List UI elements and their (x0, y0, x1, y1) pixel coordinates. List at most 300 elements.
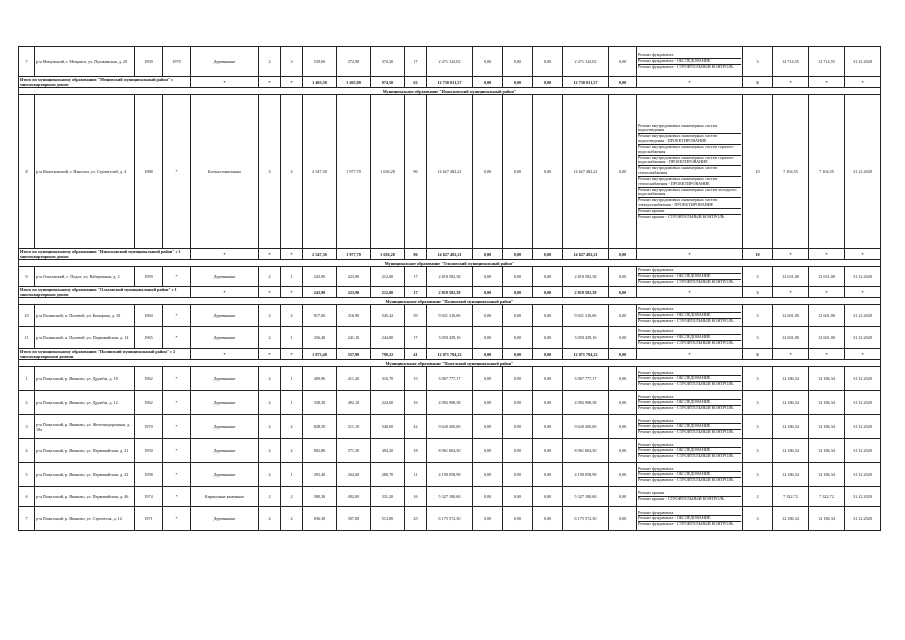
cell-n: 3 (19, 415, 35, 439)
cell-n: 1 (19, 367, 35, 391)
total-row (19, 77, 881, 88)
cell-y2: * (163, 487, 191, 507)
cell-f3: 0,00 (533, 391, 563, 415)
cell-sum: 14 627 482,21 (427, 95, 473, 249)
cell-ent: 1 (281, 463, 303, 487)
cell-works (637, 391, 743, 415)
cell-f2: 0,00 (503, 305, 533, 327)
total-f3: 0,00 (533, 77, 563, 88)
cell-s2: 411,20 (337, 367, 371, 391)
cell-s3: 545,42 (371, 305, 405, 327)
cell-c1: 3 (743, 463, 773, 487)
cell-works (637, 415, 743, 439)
cell-y1: 1965 (135, 327, 163, 349)
total-s1: 243,90 (303, 287, 337, 298)
total-c2: * (259, 287, 281, 298)
cell-c3: 12 631,00 (809, 267, 845, 287)
cell-y2: * (163, 327, 191, 349)
cell-y1: 1970 (135, 415, 163, 439)
cell-f3: 0,00 (533, 415, 563, 439)
cell-s3: 224,00 (371, 391, 405, 415)
total-row (19, 349, 881, 360)
cell-addr: р-н Пожелский, р. Иваново, ул. Строителя, д. 12 (35, 507, 135, 531)
total-cnt: 10 (743, 249, 773, 260)
cell-fl: 2 (259, 487, 281, 507)
cell-f4: 9 620 200,00 (563, 415, 609, 439)
total-e3: * (845, 77, 881, 88)
cell-date: 31.12.2020 (845, 95, 881, 249)
cell-f4: 2 471 122,02 (563, 47, 609, 77)
total-s2: 1 265,00 (337, 77, 371, 88)
cell-works (637, 267, 743, 287)
cell-y2: * (163, 391, 191, 415)
work-item: Ремонт фундамента - СТРОИТЕЛЬНЫЙ КОНТРОЛЬ (638, 340, 734, 346)
total-f3: 0,00 (533, 287, 563, 298)
cell-s3: 513,80 (371, 507, 405, 531)
cell-s1: 393,40 (303, 463, 337, 487)
work-item: Ремонт фундамента - ОБСЛЕДОВАНИЕ (638, 472, 741, 478)
cell-date: 31.12.2020 (845, 487, 881, 507)
cell-sum: 4 992 998,38 (427, 391, 473, 415)
cell-res: 11 (405, 463, 427, 487)
cell-f3: 0,00 (533, 305, 563, 327)
cell-y1: 1962 (135, 367, 163, 391)
cell-c2: 7 104,55 (773, 95, 809, 249)
section-heading: Муниципальное образование "Ольховский муниципальный район" (19, 260, 881, 267)
cell-y1: 1950 (135, 439, 163, 463)
cell-ent: 1 (281, 327, 303, 349)
total-e2: * (809, 349, 845, 360)
cell-addr: р-н Полинский, п. Полевой, ул. Комарова, д. 10 (35, 305, 135, 327)
cell-f2: 0,00 (503, 415, 533, 439)
total-e3: * (845, 249, 881, 260)
cell-works (637, 507, 743, 531)
cell-f2: 0,00 (503, 463, 533, 487)
work-item: Ремонт фундамента - СТРОИТЕЛЬНЫЙ КОНТРОЛЬ (638, 381, 734, 387)
cell-f2: 0,00 (503, 439, 533, 463)
work-item: Ремонт фундамента (638, 268, 741, 274)
cell-mat: Деревянные (191, 367, 259, 391)
cell-works (637, 47, 743, 77)
total-f2: 0,00 (503, 249, 533, 260)
cell-f3: 0,00 (533, 439, 563, 463)
cell-res: 59 (405, 305, 427, 327)
table-row (19, 367, 881, 391)
cell-sum: 9 620 200,00 (427, 415, 473, 439)
work-item: Ремонт фундамента (638, 443, 741, 449)
cell-fl: 2 (259, 327, 281, 349)
cell-f1: 0,00 (473, 507, 503, 531)
cell-f4: 14 627 482,21 (563, 95, 609, 249)
cell-s2: 511,10 (337, 415, 371, 439)
total-f4: 2 818 582,38 (563, 287, 609, 298)
cell-f4: 5 067 777,17 (563, 367, 609, 391)
total-w: * (637, 349, 743, 360)
cell-res: 17 (405, 47, 427, 77)
work-item: Ремонт внутридомовых инженерных систем теплоснабжения (638, 166, 741, 177)
section-heading: Муниципальное образование "Пожелский муниципальный район" (19, 360, 881, 367)
cell-y2: * (163, 463, 191, 487)
cell-addr: р-н Пожелский, р. Иваново, ул. Дружбы, д. 10 (35, 367, 135, 391)
cell-mat: Блочно-панельные (191, 95, 259, 249)
cell-n: 2 (19, 391, 35, 415)
cell-f5: 0,00 (609, 267, 637, 287)
cell-c3: 12 186,34 (809, 367, 845, 391)
cell-f2: 0,00 (503, 487, 533, 507)
cell-c1: 3 (743, 507, 773, 531)
section-heading: Муниципальное образование "Износковский муниципальный район" (19, 88, 881, 95)
section-heading-row (19, 88, 881, 95)
cell-s3: 212,00 (371, 267, 405, 287)
cell-fl: 2 (259, 391, 281, 415)
total-w: * (637, 287, 743, 298)
total-res: 62 (405, 77, 427, 88)
cell-c2: 7 322,72 (773, 487, 809, 507)
cell-s2: 223,90 (337, 267, 371, 287)
cell-addr: р-н Мещовский, г. Мещовск, ул. Пушкинская, д. 29 (35, 47, 135, 77)
total-f5: 0,00 (609, 349, 637, 360)
cell-s2: 241,10 (337, 327, 371, 349)
cell-mat: Деревянные (191, 327, 259, 349)
cell-f2: 0,00 (503, 327, 533, 349)
cell-sum: 5 067 777,17 (427, 367, 473, 391)
cell-c1: 3 (743, 267, 773, 287)
work-item: Ремонт крыши (638, 491, 741, 497)
cell-f1: 0,00 (473, 305, 503, 327)
cell-res: 96 (405, 95, 427, 249)
total-c1: * (191, 287, 259, 298)
total-s2: 1 977,70 (337, 249, 371, 260)
total-e1: * (773, 77, 809, 88)
cell-date: 31.12.2020 (845, 507, 881, 531)
work-item: Ремонт фундамента - СТРОИТЕЛЬНЫЙ КОНТРОЛЬ (638, 521, 734, 527)
cell-ent: 3 (281, 47, 303, 77)
cell-c1: 3 (743, 47, 773, 77)
cell-f3: 0,00 (533, 463, 563, 487)
total-e1: * (773, 287, 809, 298)
cell-c2: 12 631,00 (773, 267, 809, 287)
register-table (18, 46, 880, 531)
cell-f5: 0,00 (609, 507, 637, 531)
cell-s2: 316,90 (337, 305, 371, 327)
cell-n: 6 (19, 487, 35, 507)
cell-s1: 580,30 (303, 487, 337, 507)
work-item: Ремонт фундамента (638, 329, 741, 335)
cell-f4: 8 961 004,30 (563, 439, 609, 463)
cell-f4: 9 021 316,06 (563, 305, 609, 327)
cell-ent: 2 (281, 95, 303, 249)
cell-s2: 571,30 (337, 439, 371, 463)
cell-f5: 0,00 (609, 327, 637, 349)
work-item: Ремонт фундамента - ОБСЛЕДОВАНИЕ (638, 376, 741, 382)
cell-works (637, 439, 743, 463)
cell-fl: 2 (259, 305, 281, 327)
cell-date: 31.12.2020 (845, 47, 881, 77)
cell-f4: 4 190 058,98 (563, 463, 609, 487)
total-c2: * (259, 349, 281, 360)
total-f5: 0,00 (609, 287, 637, 298)
cell-addr: р-н Пожелский, р. Иваново, ул. Первомайская, д. 46 (35, 487, 135, 507)
work-item: Ремонт фундамента (638, 511, 741, 517)
total-s2: 223,90 (337, 287, 371, 298)
cell-c1: 10 (743, 95, 773, 249)
cell-f1: 0,00 (473, 47, 503, 77)
cell-fl: 2 (259, 267, 281, 287)
cell-date: 31.12.2020 (845, 327, 881, 349)
total-s1: 1 403,50 (303, 77, 337, 88)
work-item: Ремонт фундамента (638, 371, 741, 377)
cell-mat: Деревянные (191, 463, 259, 487)
cell-c3: 12 714,55 (809, 47, 845, 77)
total-c3: * (281, 287, 303, 298)
cell-works (637, 305, 743, 327)
total-f1: 0,00 (473, 287, 503, 298)
cell-addr: р-н Полинский, п. Полевой, ул. Первомайская, д. 14 (35, 327, 135, 349)
work-item: Ремонт фундамента - ОБСЛЕДОВАНИЕ (638, 335, 741, 341)
cell-ent: 2 (281, 305, 303, 327)
cell-fl: 2 (259, 415, 281, 439)
cell-c3: 7 104,55 (809, 95, 845, 249)
cell-s3: 280,70 (371, 463, 405, 487)
cell-f3: 0,00 (533, 367, 563, 391)
work-item: Ремонт внутридомовых инженерных систем электроснабжения - ПРОЕКТИРОВАНИЕ (638, 198, 741, 209)
cell-f3: 0,00 (533, 267, 563, 287)
cell-f4: 5 327 180,60 (563, 487, 609, 507)
total-s1: 2 547,30 (303, 249, 337, 260)
cell-f5: 0,00 (609, 305, 637, 327)
total-label: Итого по муниципальному образованию "Мещовский муниципальный район" с многоквартирным домом (19, 77, 191, 88)
cell-s1: 539,60 (303, 47, 337, 77)
cell-f1: 0,00 (473, 95, 503, 249)
cell-s3: 1 636,28 (371, 95, 405, 249)
cell-ent: 2 (281, 507, 303, 531)
cell-fl: 2 (259, 463, 281, 487)
cell-y2: * (163, 439, 191, 463)
cell-c3: 12 186,34 (809, 415, 845, 439)
cell-y1: 1988 (135, 95, 163, 249)
total-row (19, 249, 881, 260)
cell-c2: 12 186,34 (773, 391, 809, 415)
cell-res: 15 (405, 367, 427, 391)
work-item: Ремонт фундамента - ОБСЛЕДОВАНИЕ (638, 274, 741, 280)
cell-c3: 12 601,00 (809, 327, 845, 349)
cell-date: 31.12.2020 (845, 367, 881, 391)
cell-s2: 507,00 (337, 507, 371, 531)
cell-f2: 0,00 (503, 95, 533, 249)
cell-fl: 2 (259, 507, 281, 531)
table-row (19, 391, 881, 415)
cell-c3: 12 186,34 (809, 507, 845, 531)
cell-f1: 0,00 (473, 367, 503, 391)
work-item: Ремонт внутридомовых инженерных систем водоотведения - ПРОЕКТИРОВАНИЕ (638, 134, 741, 145)
total-c2: * (259, 77, 281, 88)
total-s3: 1 636,28 (371, 249, 405, 260)
cell-res: 17 (405, 327, 427, 349)
cell-f3: 0,00 (533, 47, 563, 77)
work-item: Ремонт фундамента (638, 395, 741, 401)
cell-addr: р-н Пожелский, р. Иваново, ул. Железнодорожная, д. 18а (35, 415, 135, 439)
cell-s3: 374,20 (371, 47, 405, 77)
cell-c2: 12 186,34 (773, 439, 809, 463)
cell-sum: 8 961 004,30 (427, 439, 473, 463)
cell-fl: 2 (259, 439, 281, 463)
total-c1: * (191, 349, 259, 360)
cell-f5: 0,00 (609, 391, 637, 415)
work-item: Ремонт фундамента - ОБСЛЕДОВАНИЕ (638, 448, 741, 454)
cell-c3: 12 601,00 (809, 305, 845, 327)
total-f3: 0,00 (533, 349, 563, 360)
total-e3: * (845, 287, 881, 298)
work-item: Ремонт фундамента - СТРОИТЕЛЬНЫЙ КОНТРОЛЬ (638, 318, 734, 324)
total-e3: * (845, 349, 881, 360)
table-row (19, 267, 881, 287)
cell-s2: 492,10 (337, 391, 371, 415)
cell-res: 42 (405, 415, 427, 439)
total-cnt: 6 (743, 77, 773, 88)
table-row (19, 507, 881, 531)
cell-works (637, 327, 743, 349)
work-item: Ремонт фундамента - ОБСЛЕДОВАНИЕ (638, 400, 741, 406)
table-row (19, 463, 881, 487)
cell-c3: 12 186,34 (809, 439, 845, 463)
cell-c2: 12 601,00 (773, 305, 809, 327)
total-res: 17 (405, 287, 427, 298)
cell-y1: 1974 (135, 487, 163, 507)
cell-ent: 2 (281, 487, 303, 507)
work-item: Ремонт фундамента - ОБСЛЕДОВАНИЕ (638, 424, 741, 430)
cell-mat: Деревянные (191, 47, 259, 77)
cell-date: 31.12.2020 (845, 415, 881, 439)
work-item: Ремонт фундамента - СТРОИТЕЛЬНЫЙ КОНТРОЛЬ (638, 279, 734, 285)
total-sum: 2 818 582,38 (427, 287, 473, 298)
cell-f2: 0,00 (503, 267, 533, 287)
cell-res: 17 (405, 267, 427, 287)
work-item: Ремонт фундамента (638, 53, 741, 59)
cell-s2: 372,90 (337, 47, 371, 77)
cell-mat: Деревянные (191, 391, 259, 415)
cell-f5: 0,00 (609, 439, 637, 463)
cell-f5: 0,00 (609, 367, 637, 391)
work-item: Ремонт крыши - СТРОИТЕЛЬНЫЙ КОНТРОЛЬ (638, 213, 725, 219)
cell-s3: 316,70 (371, 367, 405, 391)
total-c1: * (191, 77, 259, 88)
cell-s1: 409,90 (303, 367, 337, 391)
work-item: Ремонт фундамента - ОБСЛЕДОВАНИЕ (638, 59, 741, 65)
cell-f3: 0,00 (533, 327, 563, 349)
work-item: Ремонт крыши (638, 209, 741, 215)
cell-y2: * (163, 507, 191, 531)
cell-n: 8 (19, 95, 35, 249)
total-f2: 0,00 (503, 77, 533, 88)
cell-addr: р-н Ольховский, с. Подое, ул. Набережная, д. 2 (35, 267, 135, 287)
cell-addr: р-н Пожелский, р. Иваново, ул. Первомайская, д. 23 (35, 463, 135, 487)
cell-n: 7 (19, 47, 35, 77)
work-item: Ремонт фундамента - ОБСЛЕДОВАНИЕ (638, 516, 741, 522)
cell-date: 31.12.2020 (845, 463, 881, 487)
cell-addr: р-н Пожелский, р. Иваново, ул. Первомайская, д. 21 (35, 439, 135, 463)
cell-sum: 5 327 180,60 (427, 487, 473, 507)
cell-addr: р-н Износковский, г. Износки, ул. Строителей, д. 4 (35, 95, 135, 249)
total-c3: * (281, 249, 303, 260)
cell-s1: 828,50 (303, 415, 337, 439)
table-row (19, 305, 881, 327)
total-res: 41 (405, 349, 427, 360)
cell-c2: 12 186,34 (773, 367, 809, 391)
work-item: Ремонт фундамента - ОБСЛЕДОВАНИЕ (638, 313, 741, 319)
cell-f4: 6 175 572,30 (563, 507, 609, 531)
cell-f1: 0,00 (473, 463, 503, 487)
total-c2: * (259, 249, 281, 260)
section-heading-row (19, 298, 881, 305)
cell-c2: 12 186,34 (773, 463, 809, 487)
cell-f5: 0,00 (609, 487, 637, 507)
table-row (19, 487, 881, 507)
total-s3: 790,22 (371, 349, 405, 360)
cell-mat: Деревянные (191, 415, 259, 439)
cell-y1: 1971 (135, 507, 163, 531)
work-item: Ремонт фундамента (638, 467, 741, 473)
work-item: Ремонт внутридомовых инженерных систем горячего водоснабжения - ПРОЕКТИРОВАНИЕ (638, 156, 741, 167)
cell-f4: 2 818 582,38 (563, 267, 609, 287)
cell-c1: 2 (743, 487, 773, 507)
work-item: Ремонт внутридомовых инженерных систем водоотведения (638, 124, 741, 135)
total-e2: * (809, 249, 845, 260)
cell-date: 31.12.2020 (845, 439, 881, 463)
total-f4: 12 071 784,22 (563, 349, 609, 360)
section-heading: Муниципальное образование "Полинский муниципальный район" (19, 298, 881, 305)
total-e2: * (809, 77, 845, 88)
total-w: * (637, 249, 743, 260)
cell-s2: 1 977,70 (337, 95, 371, 249)
cell-f1: 0,00 (473, 415, 503, 439)
cell-res: 16 (405, 487, 427, 507)
cell-y1: 1964 (135, 305, 163, 327)
total-f2: 0,00 (503, 349, 533, 360)
total-c3: * (281, 77, 303, 88)
cell-sum: 6 175 572,30 (427, 507, 473, 531)
total-f5: 0,00 (609, 249, 637, 260)
cell-res: 25 (405, 507, 427, 531)
cell-y1: 1959 (135, 267, 163, 287)
work-item: Ремонт фундамента - СТРОИТЕЛЬНЫЙ КОНТРОЛЬ (638, 63, 734, 69)
cell-mat: Деревянные (191, 439, 259, 463)
total-e1: * (773, 349, 809, 360)
cell-works (637, 463, 743, 487)
cell-n: 5 (19, 463, 35, 487)
total-cnt: 3 (743, 287, 773, 298)
total-c1: * (191, 249, 259, 260)
cell-fl: 4 (259, 95, 281, 249)
cell-f2: 0,00 (503, 367, 533, 391)
cell-ent: 2 (281, 415, 303, 439)
cell-c2: 12 186,34 (773, 507, 809, 531)
work-item: Ремонт фундамента (638, 307, 741, 313)
work-item: Ремонт фундамента - СТРОИТЕЛЬНЫЙ КОНТРОЛЬ (638, 405, 734, 411)
total-cnt: 6 (743, 349, 773, 360)
cell-ent: 1 (281, 367, 303, 391)
cell-f1: 0,00 (473, 487, 503, 507)
work-item: Ремонт фундамента (638, 419, 741, 425)
cell-c1: 3 (743, 391, 773, 415)
table-row (19, 415, 881, 439)
cell-date: 31.12.2020 (845, 305, 881, 327)
cell-sum: 4 190 058,98 (427, 463, 473, 487)
cell-s1: 2 547,30 (303, 95, 337, 249)
cell-f5: 0,00 (609, 47, 637, 77)
cell-f3: 0,00 (533, 95, 563, 249)
cell-mat: Кирпичные каменные (191, 487, 259, 507)
table-row (19, 95, 881, 249)
